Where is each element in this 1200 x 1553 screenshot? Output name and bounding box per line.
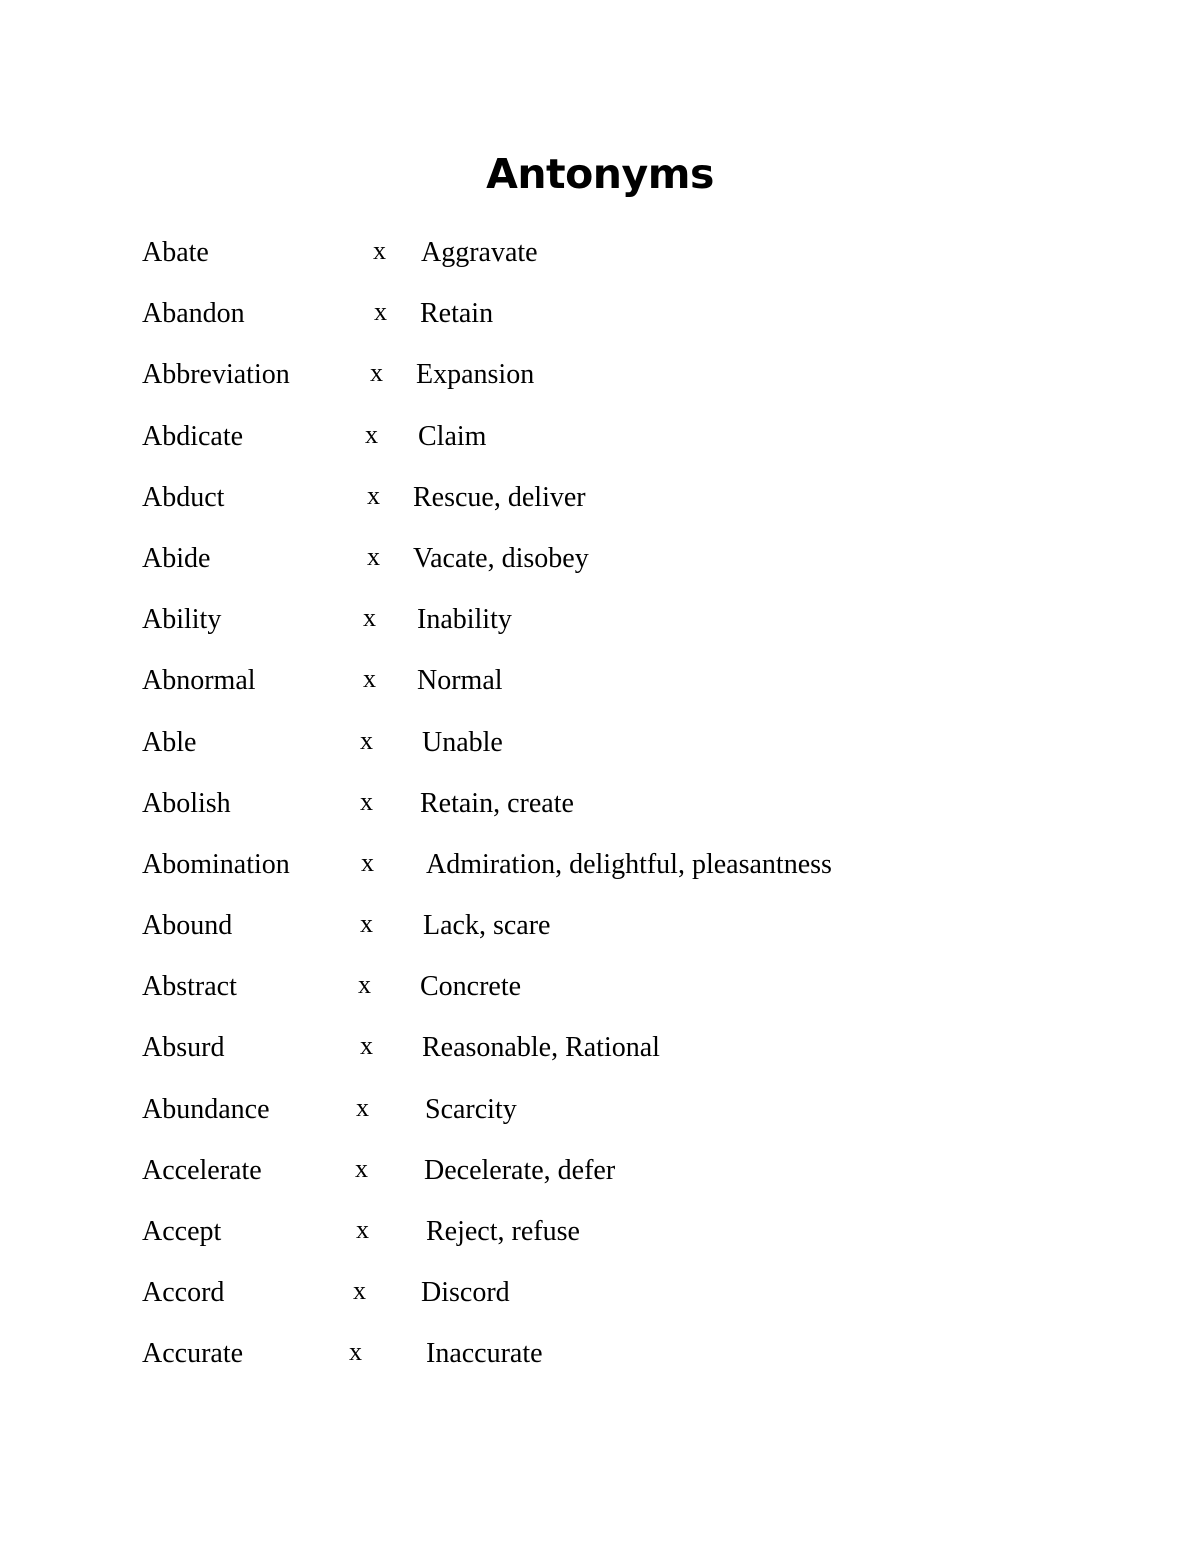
word: Accurate [142,1338,244,1370]
antonym: Unable [422,726,503,758]
list-item [142,1262,1042,1323]
list-item [142,467,1042,528]
separator: x [370,358,383,388]
list-item [142,406,1042,467]
antonym: Reasonable, Rational [422,1032,660,1064]
word: Abandon [142,298,245,330]
list-item [142,1323,1042,1384]
list-item [142,712,1042,773]
separator: x [360,725,373,755]
word: Abate [142,237,209,268]
word: Abound [142,910,233,942]
list-item [142,956,1042,1017]
word: Abolish [142,787,231,819]
list-item [142,650,1042,711]
word: Abundance [142,1093,270,1125]
word: Absurd [142,1032,225,1064]
separator: x [367,541,380,571]
word: Accept [142,1216,222,1247]
list-item [142,895,1042,956]
word: Accelerate [142,1154,262,1186]
antonym: Inaccurate [426,1338,543,1370]
separator: x [360,909,373,939]
list-item [142,834,1042,895]
separator: x [365,419,378,449]
list-item [142,773,1042,834]
word: Abbreviation [142,359,290,391]
separator: x [349,1337,362,1367]
antonym: Retain, create [420,787,574,819]
word: Abide [142,542,211,574]
antonym: Normal [417,665,503,697]
separator: x [356,1092,369,1122]
antonym: Rescue, deliver [413,481,586,513]
list-item [142,1017,1042,1078]
list-item [142,1079,1042,1140]
antonym: Lack, scare [423,910,551,942]
separator: x [358,970,371,1000]
page-title: Antonyms [486,150,714,198]
word: Able [142,726,197,758]
separator: x [360,786,373,816]
antonym: Aggravate [421,237,538,268]
separator: x [367,480,380,510]
list-item [142,222,1042,283]
separator: x [360,1031,373,1061]
list-item [142,283,1042,344]
separator: x [353,1276,366,1306]
word: Abduct [142,481,225,513]
list-item [142,1140,1042,1201]
separator: x [361,847,374,877]
antonym: Expansion [416,359,535,391]
antonym: Discord [421,1277,510,1309]
word: Ability [142,604,222,636]
word: Abnormal [142,665,256,697]
antonym: Reject, refuse [426,1216,580,1247]
word: Abstract [142,971,237,1003]
antonym: Admiration, delightful, pleasantness [426,848,832,880]
antonym: Inability [417,604,512,636]
word: Abomination [142,848,290,880]
list-item [142,1201,1042,1262]
antonym: Scarcity [425,1093,517,1125]
separator: x [363,603,376,633]
separator: x [363,664,376,694]
separator: x [355,1153,368,1183]
antonym: Retain [420,298,494,330]
antonym-list [142,222,1042,1385]
separator: x [374,297,387,327]
word: Accord [142,1277,225,1309]
antonym: Claim [418,420,487,452]
separator: x [356,1215,369,1244]
list-item [142,589,1042,650]
separator: x [373,236,386,265]
antonym: Vacate, disobey [413,542,589,574]
antonym: Concrete [420,971,522,1003]
antonym: Decelerate, defer [424,1154,616,1186]
list-item [142,344,1042,405]
word: Abdicate [142,420,244,452]
list-item [142,528,1042,589]
